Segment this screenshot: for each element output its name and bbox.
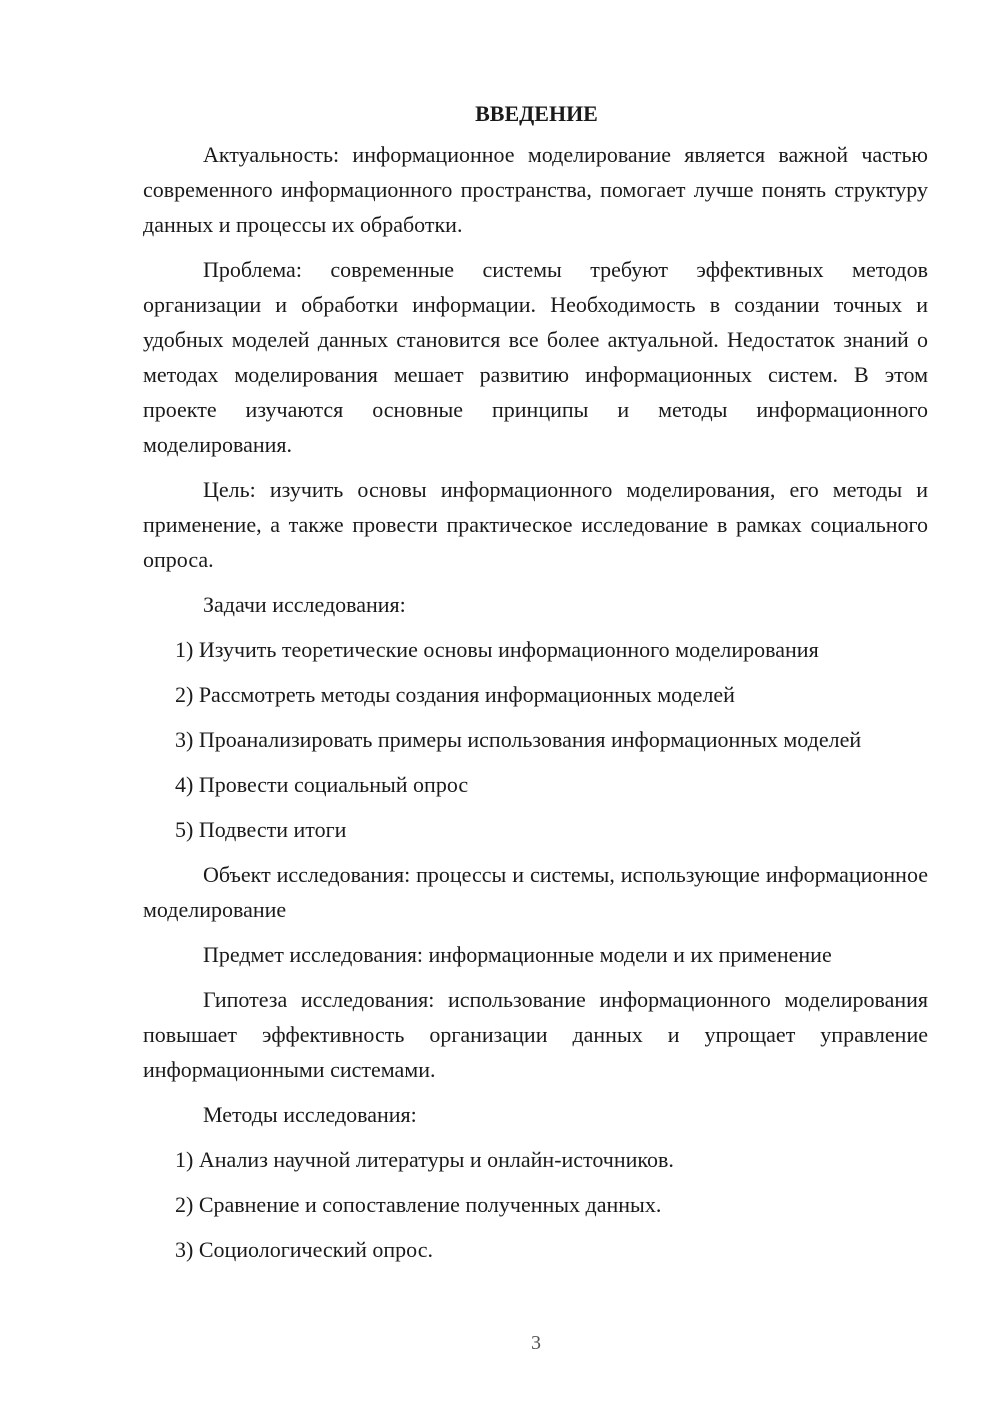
goal-paragraph: Цель: изучить основы информационного моделирования, его методы и применение, а также провести практическое исследование в рамках социального опроса. (143, 477, 928, 572)
task-item: 2) Рассмотреть методы создания информационных моделей (175, 682, 735, 707)
method-item: 2) Сравнение и сопоставление полученных данных. (175, 1192, 662, 1217)
problem-paragraph: Проблема: современные системы требуют эффективных методов организации и обработки информации. Необходимость в создании точных и удобных моделей данных становится все более актуальной. Недостаток знаний о методах моделирования мешает развитию информационных систем. В этом проекте изучаются основные принципы и методы информационного моделирования. (143, 257, 928, 457)
method-item: 3) Социологический опрос. (175, 1237, 433, 1262)
task-item: 4) Провести социальный опрос (175, 772, 469, 797)
page-number: 3 (531, 1332, 541, 1354)
method-item: 1) Анализ научной литературы и онлайн-источников. (175, 1147, 674, 1172)
tasks-title: Задачи исследования: (203, 592, 406, 617)
hypothesis-paragraph: Гипотеза исследования: использование информационного моделирования повышает эффективность организации данных и упрощает управление информационными системами. (143, 987, 928, 1082)
object-paragraph: Объект исследования: процессы и системы, использующие информационное моделирование (143, 862, 928, 922)
page-title: ВВЕДЕНИЕ (475, 101, 598, 126)
task-item: 5) Подвести итоги (175, 817, 347, 842)
relevance-paragraph: Актуальность: информационное моделирование является важной частью современного информационного пространства, помогает лучше понять структуру данных и процессы их обработки. (143, 142, 928, 237)
methods-title: Методы исследования: (203, 1102, 417, 1127)
task-item: 1) Изучить теоретические основы информационного моделирования (175, 637, 819, 662)
task-item: 3) Проанализировать примеры использования информационных моделей (175, 727, 862, 752)
document-page (143, 96, 928, 1277)
subject-paragraph: Предмет исследования: информационные модели и их применение (203, 942, 832, 967)
